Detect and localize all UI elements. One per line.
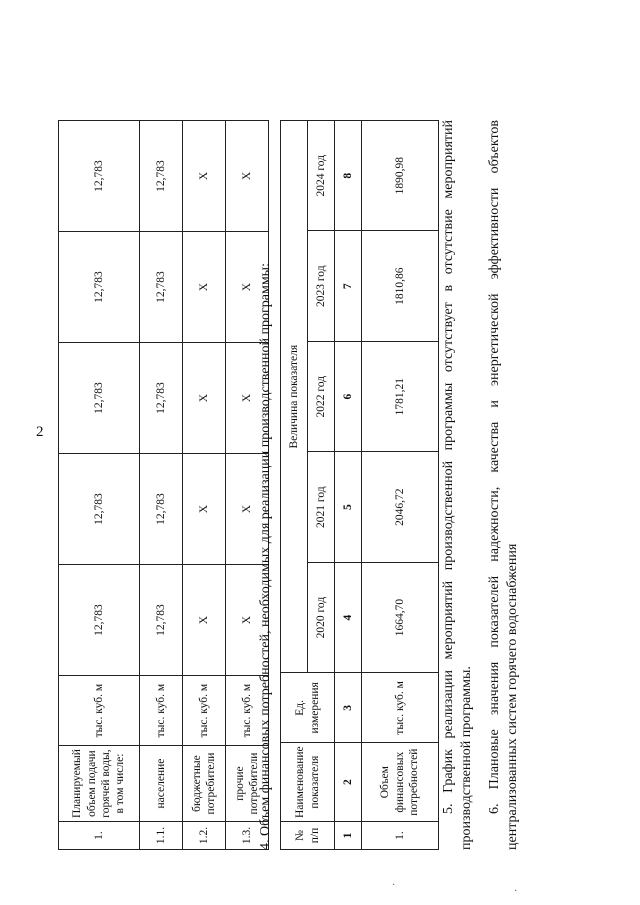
scan-speck: · — [392, 880, 396, 891]
row-num: 1. — [59, 822, 140, 850]
row-value: Х — [226, 454, 269, 565]
column-number: 1 — [335, 822, 362, 850]
section-4-heading: 4. Объем финансовых потребностей, необходимых для реализации производственной программы: — [258, 263, 273, 850]
row-value: 2046,72 — [362, 452, 439, 562]
row-unit: тыс. куб. м — [183, 676, 226, 746]
header-year: 2020 год — [308, 562, 335, 672]
column-number: 7 — [335, 231, 362, 341]
row-value: Х — [183, 565, 226, 676]
row-name: прочие потребители — [226, 746, 269, 822]
row-value: 12,783 — [140, 454, 183, 565]
header-year: 2022 год — [308, 341, 335, 451]
row-value: Х — [226, 565, 269, 676]
page-number: 2 — [36, 424, 44, 440]
row-value: 12,783 — [140, 121, 183, 232]
column-number: 4 — [335, 562, 362, 672]
water-supply-table — [58, 120, 269, 850]
row-num: 1.1. — [140, 822, 183, 850]
row-value: 1781,21 — [362, 341, 439, 451]
row-value: Х — [226, 232, 269, 343]
row-value: Х — [183, 454, 226, 565]
table-row — [140, 121, 183, 850]
row-value: Х — [226, 343, 269, 454]
row-name: население — [140, 746, 183, 822]
row-num: 1.2. — [183, 822, 226, 850]
header-value: Величина показателя — [281, 121, 308, 673]
scan-speck: · — [514, 886, 518, 897]
header-unit: Ед. измерения — [281, 673, 335, 743]
row-value: 1664,70 — [362, 562, 439, 672]
row-value: 12,783 — [59, 121, 140, 232]
row-name: Планируемый объем подачи горячей воды, в том числе: — [59, 746, 140, 822]
rotated-content — [58, 60, 593, 850]
row-value: 12,783 — [59, 232, 140, 343]
row-unit: тыс. куб. м — [226, 676, 269, 746]
header-num: № п/п — [281, 822, 335, 850]
row-value: 12,783 — [140, 232, 183, 343]
column-number: 2 — [335, 743, 362, 822]
row-value: Х — [226, 121, 269, 232]
header-year: 2021 год — [308, 452, 335, 562]
row-value: Х — [183, 232, 226, 343]
header-year: 2023 год — [308, 231, 335, 341]
row-value: Х — [183, 121, 226, 232]
row-value: 12,783 — [140, 565, 183, 676]
column-number: 3 — [335, 673, 362, 743]
row-value: 12,783 — [140, 343, 183, 454]
header-name: Наименование показателя — [281, 743, 335, 822]
column-number: 8 — [335, 121, 362, 231]
header-year: 2024 год — [308, 121, 335, 231]
row-num: 1. — [362, 822, 439, 850]
row-name: Объем финансовых потребностей — [362, 743, 439, 822]
row-value: 1810,86 — [362, 231, 439, 341]
column-number: 5 — [335, 452, 362, 562]
paragraph-6: 6. Плановые значения показателей надежности, качества и энергетической эффективности объектов централизованных систем горячего водоснабжения — [487, 120, 521, 850]
table-row — [59, 121, 140, 850]
row-value: 12,783 — [59, 454, 140, 565]
row-unit: тыс. куб. м — [59, 676, 140, 746]
financial-needs-table — [280, 120, 439, 850]
row-unit: тыс. куб. м — [362, 673, 439, 743]
row-num: 1.3. — [226, 822, 269, 850]
row-value: 1890,98 — [362, 121, 439, 231]
table-row — [183, 121, 226, 850]
row-value: Х — [183, 343, 226, 454]
paragraph-5: 5. График реализации мероприятий производственной программы отсутствует в отсутствие мероприятий производственной программы. — [441, 120, 475, 850]
column-number: 6 — [335, 341, 362, 451]
row-value: 12,783 — [59, 343, 140, 454]
row-name: бюджетные потребители — [183, 746, 226, 822]
row-unit: тыс. куб. м — [140, 676, 183, 746]
row-value: 12,783 — [59, 565, 140, 676]
